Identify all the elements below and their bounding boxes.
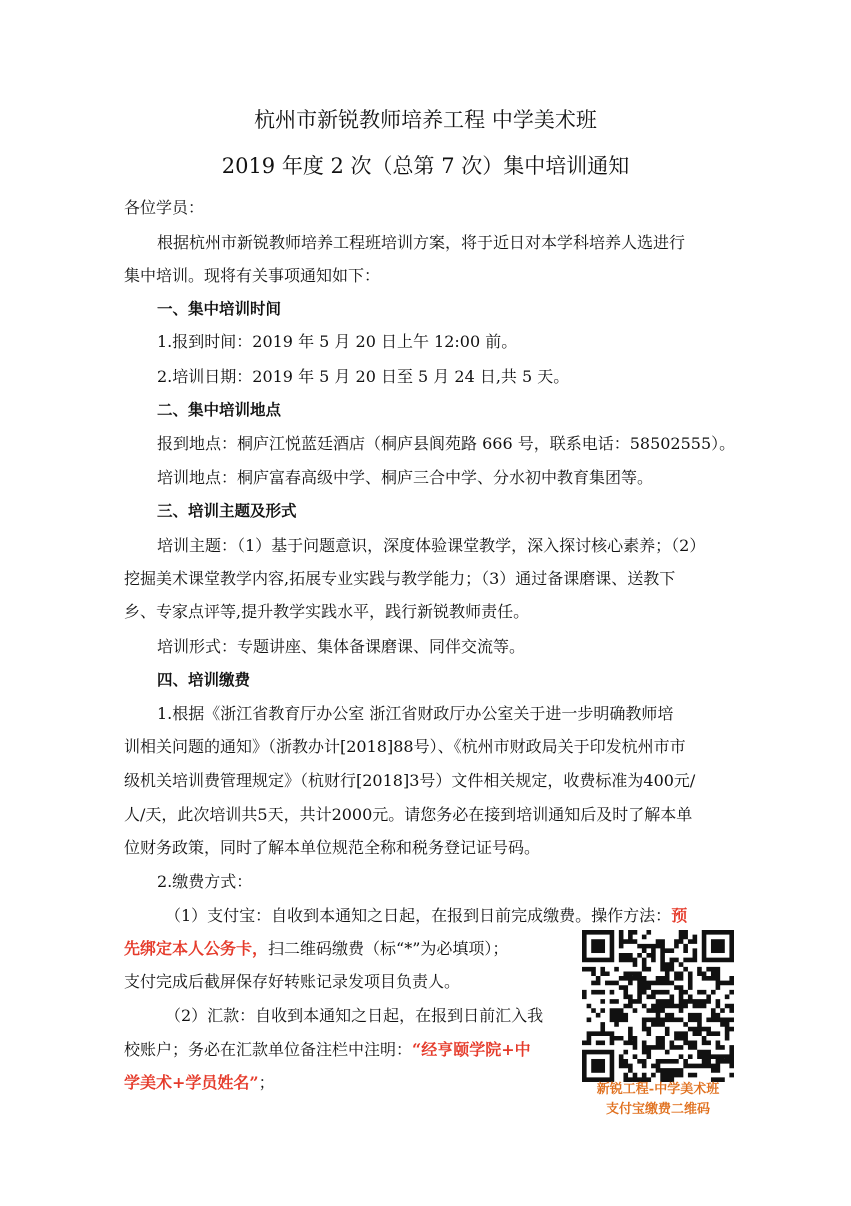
- training-dates: 2.培训日期：2019 年 5 月 20 日至 5 月 24 日,共 5 天。: [157, 367, 570, 386]
- fee-line-4: 人/天，此次培训共5天，共计2000元。请您务必在接到培训通知后及时了解本单: [124, 805, 693, 824]
- salutation: 各位学员：: [124, 198, 205, 217]
- section-heading-place: 二、集中培训地点: [157, 401, 282, 419]
- remit-line-3: [124, 1072, 275, 1094]
- alipay-line-3: 支付完成后截屏保存好转账记录发项目负责人。: [124, 972, 461, 991]
- remit-emphasis-end: 学美术+学员姓名”: [124, 1073, 259, 1092]
- alipay-instruction: 扫二维码缴费（标“*”为必填项）；: [268, 939, 509, 958]
- training-form: 培训形式：专题讲座、集体备课磨课、同伴交流等。: [157, 637, 526, 656]
- page-title-line-1: 杭州市新锐教师培养工程 中学美术班: [254, 108, 597, 132]
- fee-line-2: 训相关问题的通知》（浙教办计[2018]88号）、《杭州市财政局关于印发杭州市市: [124, 737, 686, 756]
- alipay-emphasis: 先绑定本人公务卡，: [124, 939, 269, 958]
- section-heading-theme: 三、培训主题及形式: [157, 502, 297, 520]
- remit-emphasis: “经亨颐学院+中: [412, 1040, 531, 1059]
- theme-line-3: 乡、专家点评等,提升教学实践水平，践行新锐教师责任。: [124, 602, 530, 621]
- theme-line-2: 挖掘美术课堂教学内容,拓展专业实践与教学能力；（3）通过备课磨课、送教下: [124, 569, 676, 588]
- remit-text: 校账户；务必在汇款单位备注栏中注明：: [124, 1040, 413, 1059]
- qr-finder-pattern: [582, 930, 614, 962]
- report-place: 报到地点：桐庐江悦蓝廷酒店（桐庐县阆苑路 666 号，联系电话：58502555）。: [157, 434, 736, 453]
- report-time: 1.报到时间：2019 年 5 月 20 日上午 12:00 前。: [157, 332, 518, 351]
- qr-caption-line-1: 新锐工程-中学美术班: [596, 1082, 720, 1097]
- remit-punctuation: ；: [258, 1073, 275, 1092]
- section-heading-time: 一、集中培训时间: [157, 300, 282, 318]
- payment-method-heading: 2.缴费方式：: [157, 872, 253, 891]
- qr-code-image: [582, 930, 734, 1082]
- alipay-line-1: [165, 905, 687, 927]
- fee-line-1: 1.根据《浙江省教育厅办公室 浙江省财政厅办公室关于进一步明确教师培: [157, 704, 674, 723]
- remit-line-1: （2）汇款：自收到本通知之日起，在报到日前汇入我: [165, 1006, 544, 1025]
- intro-paragraph-line-2: 集中培训。现将有关事项通知如下：: [124, 266, 381, 285]
- intro-paragraph-line-1: 根据杭州市新锐教师培养工程班培训方案，将于近日对本学科培养人选进行: [157, 233, 686, 252]
- qr-finder-pattern: [702, 930, 734, 962]
- theme-line-1: 培训主题：（1）基于问题意识，深度体验课堂教学，深入探讨核心素养；（2）: [157, 536, 706, 555]
- fee-line-5: 位财务政策，同时了解本单位规范全称和税务登记证号码。: [124, 838, 541, 857]
- qr-finder-pattern: [582, 1050, 614, 1082]
- qr-caption-line-2: 支付宝缴费二维码: [605, 1102, 710, 1117]
- alipay-text: （1）支付宝：自收到本通知之日起，在报到日前完成缴费。操作方法：: [165, 906, 672, 925]
- remit-line-2: [124, 1039, 531, 1061]
- alipay-qr-code[interactable]: [582, 930, 734, 1082]
- page-title-line-2: 2019 年度 2 次（总第 7 次）集中培训通知: [221, 154, 630, 178]
- section-heading-fee: 四、培训缴费: [157, 671, 251, 689]
- alipay-emphasis-start: 预: [671, 906, 688, 925]
- alipay-line-2: [124, 938, 508, 960]
- training-place: 培训地点：桐庐富春高级中学、桐庐三合中学、分水初中教育集团等。: [157, 468, 654, 487]
- fee-line-3: 级机关培训费管理规定》（杭财行[2018]3号）文件相关规定，收费标准为400元/: [124, 771, 696, 790]
